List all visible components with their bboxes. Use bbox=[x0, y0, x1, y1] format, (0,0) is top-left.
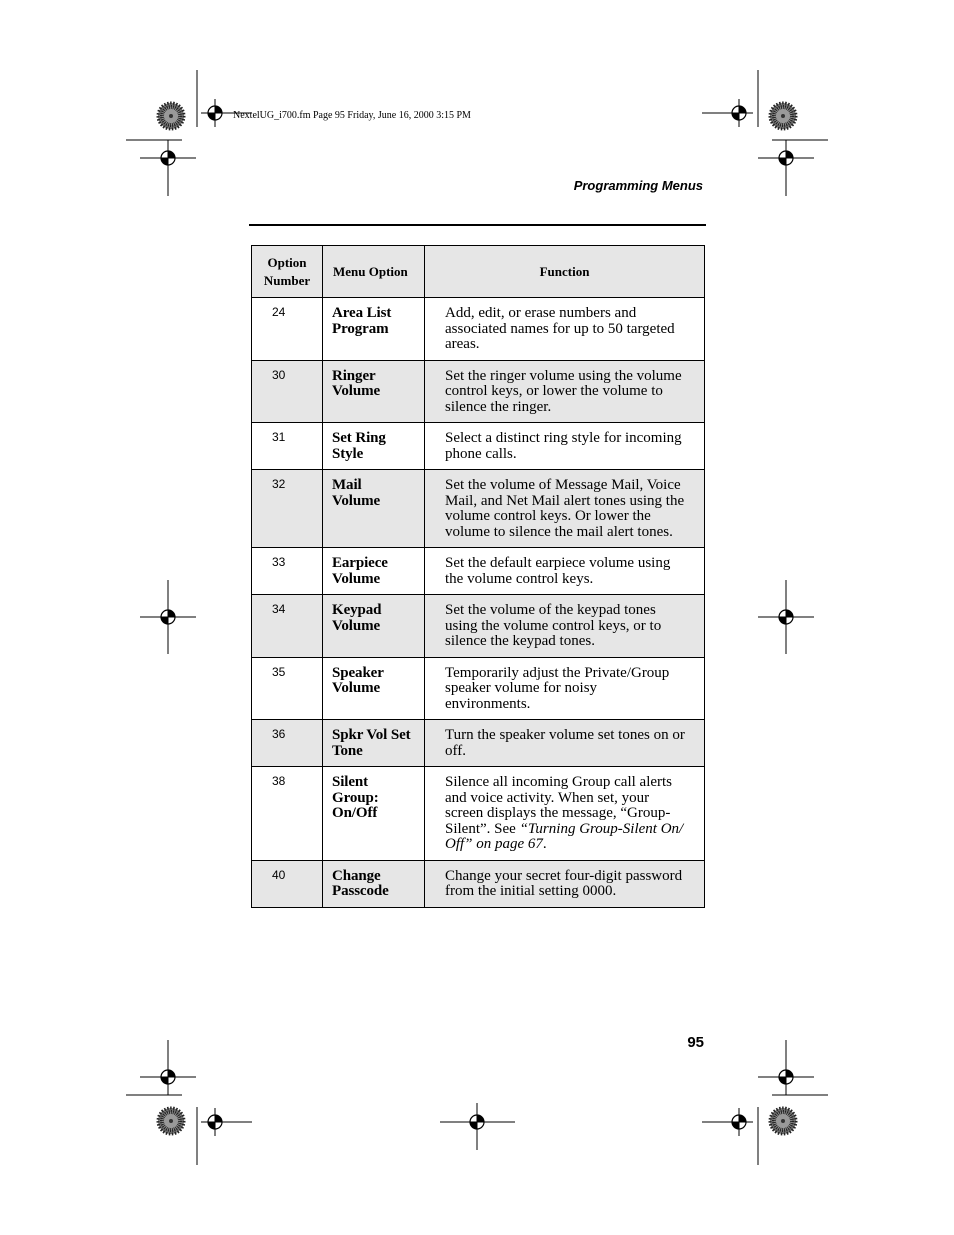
menu-option: Spkr Vol Set Tone bbox=[323, 720, 425, 767]
menu-option: Speaker Volume bbox=[323, 657, 425, 720]
table-row bbox=[252, 595, 705, 658]
menu-option: Ringer Volume bbox=[323, 360, 425, 423]
option-number: 24 bbox=[252, 298, 323, 361]
function-description: Change your secret four-digit password from the initial setting 0000. bbox=[425, 860, 705, 907]
table-row bbox=[252, 360, 705, 423]
header-rule bbox=[249, 224, 706, 226]
option-number: 35 bbox=[252, 657, 323, 720]
table-row bbox=[252, 860, 705, 907]
menu-option: Change Passcode bbox=[323, 860, 425, 907]
menu-option: Silent Group: On/Off bbox=[323, 767, 425, 861]
function-description: Set the volume of Message Mail, Voice Mail, and Net Mail alert tones using the volume control keys. Or lower the volume to silence the mail alert tones. bbox=[425, 470, 705, 548]
option-number: 38 bbox=[252, 767, 323, 861]
page-reference: “Turning Group-Silent On/ bbox=[519, 820, 684, 837]
table-row bbox=[252, 298, 705, 361]
menu-option: Mail Volume bbox=[323, 470, 425, 548]
header-option-number: Option Number bbox=[252, 246, 323, 298]
function-description: Turn the speaker volume set tones on or off. bbox=[425, 720, 705, 767]
table-row bbox=[252, 470, 705, 548]
page-reference: Off” on page 67 bbox=[445, 836, 543, 852]
menu-option: Keypad Volume bbox=[323, 595, 425, 658]
function-description: Set the ringer volume using the volume control keys, or lower the volume to silence the ringer. bbox=[425, 360, 705, 423]
table-header-row bbox=[252, 246, 705, 298]
function-description: Silence all incoming Group call alerts and voice activity. When set, your screen displays the message, “Group- Silent”. See “Turning Group-Silent On/ Off” on page 67. bbox=[425, 767, 705, 861]
function-description: Temporarily adjust the Private/Group speaker volume for noisy environments. bbox=[425, 657, 705, 720]
option-number: 30 bbox=[252, 360, 323, 423]
menu-options-table bbox=[251, 245, 705, 908]
option-number: 34 bbox=[252, 595, 323, 658]
menu-option: Area List Program bbox=[323, 298, 425, 361]
option-number: 40 bbox=[252, 860, 323, 907]
function-description: Set the volume of the keypad tones using the volume control keys, or to silence the keypad tones. bbox=[425, 595, 705, 658]
function-description: Select a distinct ring style for incoming phone calls. bbox=[425, 423, 705, 470]
option-number: 31 bbox=[252, 423, 323, 470]
header-function: Function bbox=[425, 246, 705, 298]
function-description: Set the default earpiece volume using the volume control keys. bbox=[425, 548, 705, 595]
option-number: 33 bbox=[252, 548, 323, 595]
function-description: Add, edit, or erase numbers and associated names for up to 50 targeted areas. bbox=[425, 298, 705, 361]
table-row bbox=[252, 657, 705, 720]
file-info: NextelUG_i700.fm Page 95 Friday, June 16, 2000 3:15 PM bbox=[233, 110, 471, 121]
table-row bbox=[252, 767, 705, 861]
option-number: 32 bbox=[252, 470, 323, 548]
table-row bbox=[252, 423, 705, 470]
running-head: Programming Menus bbox=[573, 178, 703, 193]
menu-option: Earpiece Volume bbox=[323, 548, 425, 595]
page-number: 95 bbox=[687, 1034, 704, 1051]
table-row bbox=[252, 720, 705, 767]
table-row bbox=[252, 548, 705, 595]
option-number: 36 bbox=[252, 720, 323, 767]
menu-option: Set Ring Style bbox=[323, 423, 425, 470]
header-menu-option: Menu Option bbox=[323, 246, 425, 298]
